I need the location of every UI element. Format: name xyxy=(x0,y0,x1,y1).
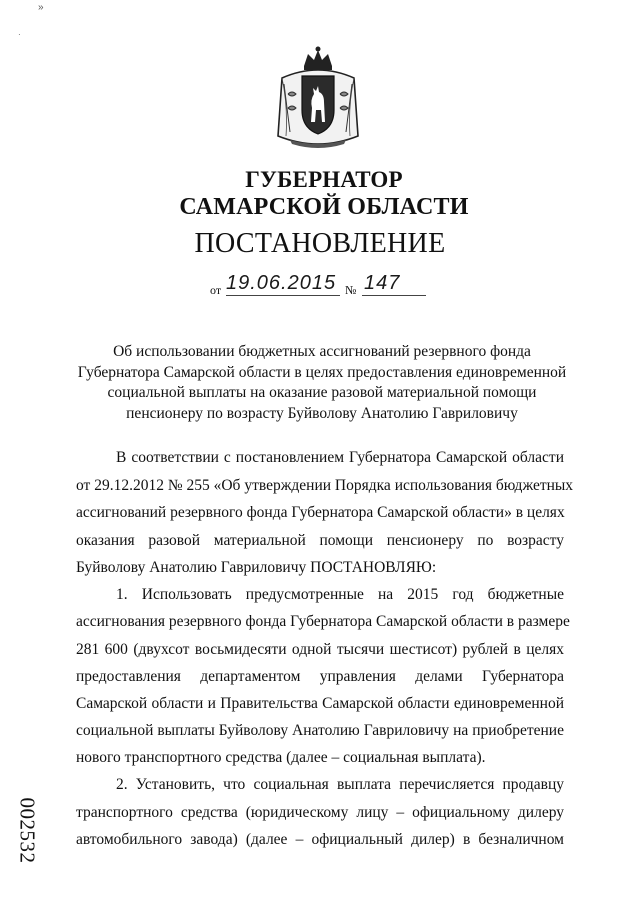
body-line: 1. Использовать предусмотренные на 2015 год бюджетные xyxy=(116,586,564,603)
scan-mark: » xyxy=(38,2,44,13)
handwritten-number: 147 xyxy=(364,272,401,294)
date-underline xyxy=(226,295,340,296)
handwritten-date: 19.06.2015 xyxy=(226,272,337,294)
body-line: социальной выплаты Буйволову Анатолию Гавриловичу на приобретение xyxy=(76,722,564,739)
body-line: ассигнований резервного фонда Губернатора Самарской области» в целях xyxy=(76,504,565,521)
body-line: автомобильного завода) (далее – официальный дилер) в безналичном xyxy=(76,831,564,848)
body-line: от 29.12.2012 № 255 «Об утверждении Порядка использования бюджетных xyxy=(76,477,574,494)
document-subject xyxy=(72,342,572,424)
body-line: транспортного средства (юридическому лицу – официальному дилеру xyxy=(76,804,564,821)
body-line: оказания разовой материальной помощи пенсионеру по возрасту xyxy=(76,532,564,549)
body-line: 2. Установить, что социальная выплата перечисляется продавцу xyxy=(116,776,564,793)
stamp-number: 002532 xyxy=(15,797,40,864)
body-line: Самарской области и Правительства Самарской области единовременной xyxy=(76,695,564,712)
date-prefix: от xyxy=(210,283,222,297)
coat-of-arms-emblem xyxy=(274,44,362,152)
subject-line: Губернатора Самарской области в целях предоставления единовременной xyxy=(77,363,567,381)
body-line: Буйволову Анатолию Гавриловичу ПОСТАНОВЛЯЮ: xyxy=(76,559,437,576)
number-underline xyxy=(362,295,426,296)
side-registration-stamp xyxy=(12,786,42,876)
number-prefix: № xyxy=(345,283,357,297)
subject-line: пенсионеру по возрасту Буйволову Анатолию Гавриловичу xyxy=(126,404,518,422)
body-line: ассигнования резервного фонда Губернатора Самарской области в размере xyxy=(76,613,570,630)
document-type-title: ПОСТАНОВЛЕНИЕ xyxy=(194,228,446,259)
subject-line: социальной выплаты на оказание разовой материальной помощи xyxy=(107,384,537,401)
header-title-line1: ГУБЕРНАТОР xyxy=(245,167,403,192)
body-line: нового транспортного средства (далее – социальная выплата). xyxy=(76,749,486,766)
body-line: В соответствии с постановлением Губернатора Самарской области xyxy=(116,449,564,466)
body-line: 281 600 (двухсот восьмидесяти одной тысячи шестисот) рублей в целях xyxy=(76,641,564,658)
body-line: предоставления департаментом управления делами Губернатора xyxy=(76,668,564,685)
date-number-line xyxy=(0,274,640,302)
scan-dot: · xyxy=(18,30,21,39)
subject-line: Об использовании бюджетных ассигнований резервного фонда xyxy=(113,343,531,360)
header-title-line2: САМАРСКОЙ ОБЛАСТИ xyxy=(179,194,469,220)
